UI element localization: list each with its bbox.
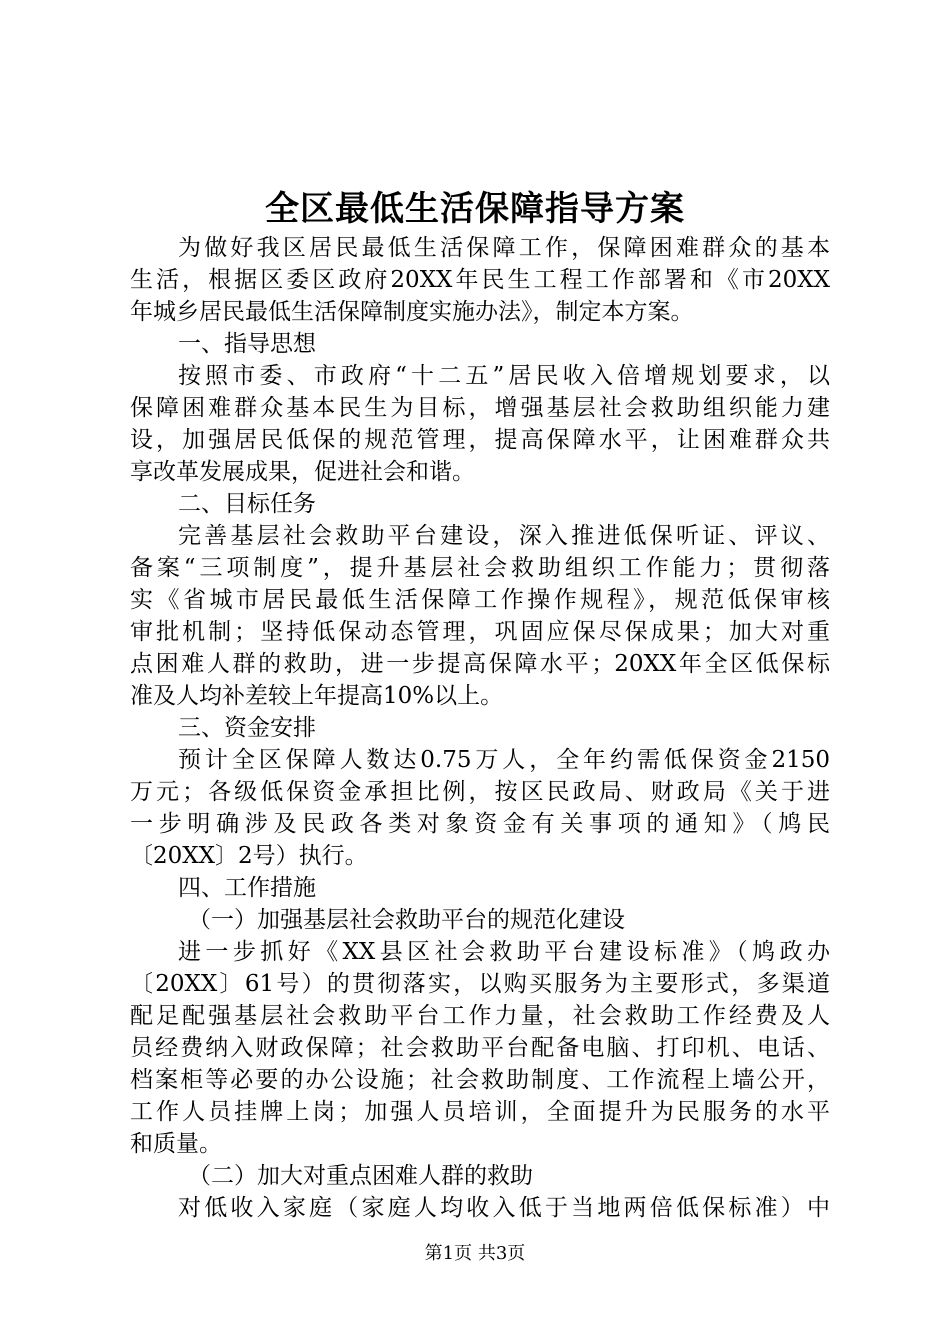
text-line: 点困难人群的救助，进一步提高保障水平；20XX年全区低保标 xyxy=(130,651,830,677)
text-line: 预计全区保障人数达0.75万人，全年约需低保资金2150 xyxy=(178,747,830,773)
subsection-heading: （一）加强基层社会救助平台的规范化建设 xyxy=(188,907,625,933)
text-line: 为做好我区居民最低生活保障工作，保障困难群众的基本 xyxy=(178,235,830,261)
section-heading: 一、指导思想 xyxy=(178,331,316,357)
text-line: 档案柜等必要的办公设施；社会救助制度、工作流程上墙公开， xyxy=(130,1067,830,1093)
text-line: 准及人均补差较上年提高10%以上。 xyxy=(130,683,504,709)
text-line: 完善基层社会救助平台建设，深入推进低保听证、评议、 xyxy=(178,523,830,549)
text-line: 对低收入家庭（家庭人均收入低于当地两倍低保标准）中 xyxy=(178,1195,830,1221)
text-line: 享改革发展成果，促进社会和谐。 xyxy=(130,459,475,485)
section-heading: 三、资金安排 xyxy=(178,715,316,741)
section-heading: 二、目标任务 xyxy=(178,491,316,517)
text-line: 进一步抓好《XX县区社会救助平台建设标准》（鸠政办 xyxy=(178,939,830,965)
text-line: 设，加强居民低保的规范管理，提高保障水平，让困难群众共 xyxy=(130,427,830,453)
text-line: 万元；各级低保资金承担比例，按区民政局、财政局《关于进 xyxy=(130,779,830,805)
text-line: 备案“三项制度”，提升基层社会救助组织工作能力；贯彻落 xyxy=(130,555,830,581)
page-footer: 第1页 共3页 xyxy=(424,1243,526,1264)
text-line: 工作人员挂牌上岗；加强人员培训，全面提升为民服务的水平 xyxy=(130,1099,830,1125)
text-line: 年城乡居民最低生活保障制度实施办法》，制定本方案。 xyxy=(130,299,694,325)
text-line: 和质量。 xyxy=(130,1131,222,1157)
document-body xyxy=(130,232,830,1224)
subsection-heading: （二）加大对重点困难人群的救助 xyxy=(188,1163,533,1189)
section-heading: 四、工作措施 xyxy=(178,875,316,901)
text-line: 按照市委、市政府“十二五”居民收入倍增规划要求，以 xyxy=(178,363,830,389)
text-line: 实《省城市居民最低生活保障工作操作规程》，规范低保审核 xyxy=(130,587,830,613)
text-line: 一步明确涉及民政各类对象资金有关事项的通知》（鸠民 xyxy=(130,811,830,837)
text-line: 审批机制；坚持低保动态管理，巩固应保尽保成果；加大对重 xyxy=(130,619,830,645)
text-line: 〔20XX〕61号）的贯彻落实，以购买服务为主要形式，多渠道 xyxy=(130,971,830,997)
document-title: 全区最低生活保障指导方案 xyxy=(265,189,685,229)
text-line: 员经费纳入财政保障；社会救助平台配备电脑、打印机、电话、 xyxy=(130,1035,830,1061)
text-line: 保障困难群众基本民生为目标，增强基层社会救助组织能力建 xyxy=(130,395,830,421)
text-line: 生活，根据区委区政府20XX年民生工程工作部署和《市20XX xyxy=(130,267,830,293)
text-line: 配足配强基层社会救助平台工作力量，社会救助工作经费及人 xyxy=(130,1003,830,1029)
text-line: 〔20XX〕2号）执行。 xyxy=(130,843,368,869)
